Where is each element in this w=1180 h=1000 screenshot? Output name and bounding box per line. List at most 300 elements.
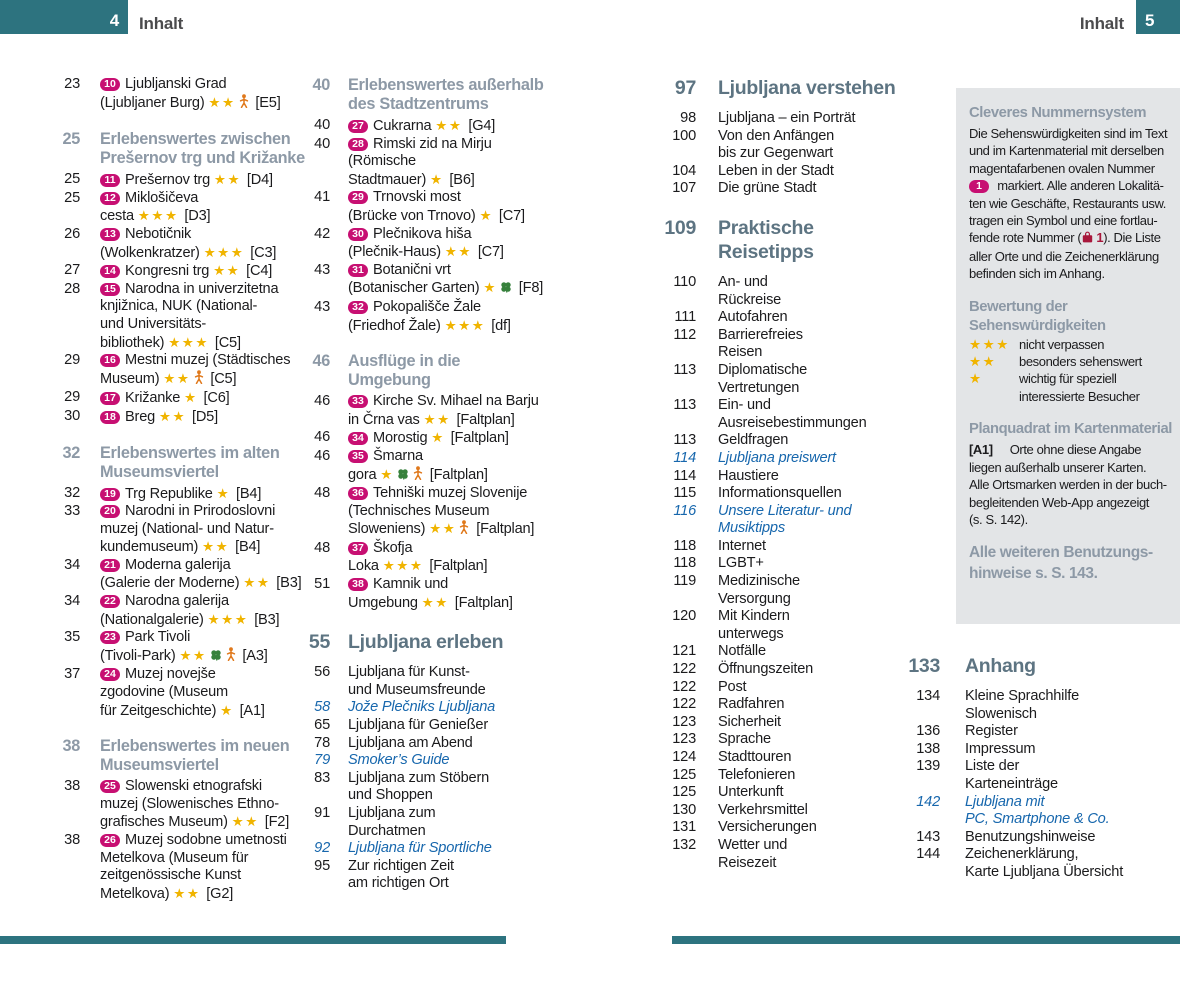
text: ). Die Liste bbox=[1103, 230, 1161, 246]
entry-text bbox=[100, 485, 261, 504]
text: [A3] bbox=[238, 647, 268, 664]
toc-entry bbox=[650, 731, 902, 749]
entry-text bbox=[718, 309, 787, 327]
header-title-left: Inhalt bbox=[139, 14, 184, 33]
toc-entry bbox=[286, 752, 588, 770]
toc-entry bbox=[40, 389, 292, 408]
page-number: 118 bbox=[673, 537, 696, 554]
toc-entry bbox=[650, 468, 902, 486]
text-line: Erlebenswertes zwischen bbox=[100, 130, 291, 149]
entry-text bbox=[348, 226, 504, 262]
text: (Wolkenkratzer) bbox=[100, 244, 204, 261]
text: [C5] bbox=[206, 370, 237, 387]
text-line: Umgebung bbox=[348, 371, 431, 390]
entry-text bbox=[718, 468, 779, 486]
text-line bbox=[969, 142, 1167, 159]
entry-text bbox=[348, 752, 449, 770]
entry-text bbox=[100, 130, 305, 168]
text-line bbox=[718, 555, 764, 573]
text-line bbox=[348, 117, 495, 136]
page-number: 121 bbox=[672, 643, 696, 660]
page-number: 115 bbox=[673, 485, 696, 502]
star-rating: ★★★ bbox=[969, 336, 1010, 352]
page-number: 124 bbox=[672, 749, 696, 765]
text: (Nationalgalerie) bbox=[100, 611, 208, 628]
text: Musiktipps bbox=[718, 520, 785, 537]
toc-entry bbox=[40, 281, 292, 352]
sight-number-badge: 12 bbox=[100, 192, 120, 205]
text: Reisen bbox=[718, 344, 763, 361]
entry-text bbox=[348, 717, 488, 735]
entry-text bbox=[718, 555, 764, 573]
page-number: 43 bbox=[314, 298, 330, 315]
entry-text bbox=[348, 664, 486, 699]
page-number: 29 bbox=[64, 352, 80, 369]
star-rating: ★★ bbox=[163, 370, 191, 386]
sight-number-badge: 28 bbox=[348, 138, 368, 151]
entry-text bbox=[100, 444, 280, 482]
text-line bbox=[348, 429, 509, 448]
toc-entry bbox=[650, 180, 902, 198]
entry-text bbox=[965, 654, 1036, 678]
text: Leben in der Stadt bbox=[718, 162, 834, 179]
text-line bbox=[348, 317, 511, 336]
text: Informationsquellen bbox=[718, 485, 842, 502]
page-number: 92 bbox=[314, 840, 330, 857]
entry-text bbox=[718, 503, 851, 538]
text-line bbox=[348, 262, 543, 280]
text: Ljubljana am Abend bbox=[348, 734, 473, 751]
page-number: 40 bbox=[312, 76, 330, 94]
text: (Ljubljaner Burg) bbox=[100, 94, 209, 111]
text: [B4] bbox=[231, 539, 261, 556]
text: Ljubljana für Sportliche bbox=[348, 840, 492, 857]
page-number: 125 bbox=[672, 784, 696, 801]
text: Reisezeit bbox=[718, 854, 777, 871]
page-number: 112 bbox=[673, 326, 696, 343]
text: befinden sich im Anhang. bbox=[969, 266, 1105, 282]
text: Cukrarna bbox=[373, 118, 436, 134]
toc-entry bbox=[40, 408, 292, 427]
text-line bbox=[348, 752, 449, 770]
poi-number: 1 bbox=[1096, 230, 1104, 246]
sight-number-badge: 15 bbox=[100, 283, 120, 296]
sight-number-badge: 16 bbox=[100, 354, 120, 367]
toc-entry bbox=[650, 450, 902, 468]
entry-text bbox=[718, 608, 790, 643]
toc-entry bbox=[888, 846, 1180, 881]
toc-entry bbox=[650, 643, 902, 661]
text: Ausreisebestimmungen bbox=[718, 414, 867, 431]
text: am richtigen Ort bbox=[348, 875, 449, 892]
text: Morostig bbox=[373, 430, 432, 447]
toc-column-4 bbox=[888, 654, 1180, 882]
shopping-bag-icon bbox=[1082, 230, 1093, 247]
text-line bbox=[718, 309, 787, 327]
text: Unterkunft bbox=[718, 784, 784, 801]
sight-number-badge: 13 bbox=[100, 228, 120, 241]
info-box-heading bbox=[969, 104, 1167, 123]
text-line bbox=[718, 145, 834, 163]
toc-entry bbox=[286, 393, 588, 429]
entry-text bbox=[718, 163, 834, 181]
entry-text bbox=[100, 226, 276, 262]
text: Die grüne Stadt bbox=[718, 180, 817, 197]
text-line bbox=[100, 298, 278, 316]
text: Metelkova) bbox=[100, 885, 174, 902]
text: Slowenisch bbox=[965, 705, 1037, 722]
text: Trg Republike bbox=[125, 485, 217, 502]
text: kundemuseum) bbox=[100, 539, 203, 556]
text: Kongresni trg bbox=[125, 263, 214, 280]
toc-entry bbox=[650, 362, 902, 397]
sight-number-badge: 22 bbox=[100, 595, 120, 608]
text: liegen außerhalb unserer Karten. bbox=[969, 459, 1147, 475]
text: Zur richtigen Zeit bbox=[348, 857, 454, 874]
toc-section-heading bbox=[286, 352, 588, 390]
rating-legend-row bbox=[969, 336, 1167, 353]
text: Kleine Sprachhilfe bbox=[965, 688, 1080, 704]
text-line bbox=[348, 858, 454, 876]
text-line bbox=[718, 292, 781, 310]
toc-entry bbox=[286, 117, 588, 136]
text: Miklošičeva bbox=[125, 189, 199, 206]
text-line: Ljubljana verstehen bbox=[718, 77, 896, 99]
text: grafisches Museum) bbox=[100, 814, 232, 831]
page-number: 114 bbox=[673, 449, 696, 466]
text: [D3] bbox=[180, 208, 211, 225]
text: Post bbox=[718, 678, 747, 695]
entry-text bbox=[348, 576, 513, 612]
text: bibliothek) bbox=[100, 334, 169, 351]
text: [E5] bbox=[251, 94, 281, 111]
entry-text bbox=[718, 643, 766, 661]
text: Benutzungshinweise bbox=[965, 828, 1096, 845]
text-line bbox=[718, 432, 788, 450]
toc-entry bbox=[650, 679, 902, 697]
text-line: Ljubljana erleben bbox=[348, 631, 504, 654]
page-number: 46 bbox=[314, 429, 330, 446]
text-line bbox=[965, 846, 1123, 864]
page-number: 133 bbox=[908, 655, 940, 677]
entry-text bbox=[348, 840, 492, 858]
page-number: 38 bbox=[64, 778, 80, 795]
text: Rückreise bbox=[718, 291, 782, 308]
text-line: Prešernov trg und Križanke bbox=[100, 149, 305, 168]
toc-entry bbox=[888, 688, 1180, 723]
text-line bbox=[965, 723, 1018, 741]
star-rating: ★★ bbox=[213, 263, 241, 279]
text: Haustiere bbox=[718, 467, 779, 484]
entry-text bbox=[100, 389, 229, 408]
text: Karte Ljubljana Übersicht bbox=[965, 863, 1124, 880]
sight-number-badge: 35 bbox=[348, 450, 368, 463]
entry-text bbox=[718, 573, 800, 608]
sight-number-badge: 36 bbox=[348, 487, 368, 500]
text: fende rote Nummer ( bbox=[969, 230, 1082, 246]
text-line bbox=[348, 466, 488, 486]
star-rating: ★★★ bbox=[168, 334, 209, 350]
toc-entry bbox=[40, 485, 292, 504]
text: cesta bbox=[100, 208, 138, 225]
text: [Faltplan] bbox=[472, 521, 535, 538]
text-line: Planquadrat im Kartenmaterial bbox=[969, 421, 1173, 438]
page-number-tab-right bbox=[1136, 0, 1180, 34]
entry-text bbox=[718, 784, 783, 802]
header-title-right: Inhalt bbox=[1079, 14, 1124, 33]
text: Geldfragen bbox=[718, 432, 789, 449]
text: Breg bbox=[125, 408, 159, 425]
text-line bbox=[100, 408, 218, 427]
text: Impressum bbox=[965, 740, 1036, 757]
text: [Faltplan] bbox=[446, 430, 509, 447]
toc-entry bbox=[40, 262, 292, 281]
star-rating: ★★★ bbox=[137, 208, 179, 224]
text: [D4] bbox=[243, 172, 273, 189]
page-number: 41 bbox=[314, 189, 330, 206]
entry-text bbox=[718, 802, 808, 820]
star-rating: ★★ bbox=[444, 244, 472, 260]
text: [C7] bbox=[495, 207, 525, 224]
text-line bbox=[969, 177, 1167, 194]
text-line bbox=[718, 679, 746, 697]
text-line bbox=[100, 370, 290, 390]
star-rating: ★ bbox=[969, 371, 983, 387]
text-line bbox=[348, 393, 539, 411]
toc-entry bbox=[650, 485, 902, 503]
text: [B4] bbox=[232, 485, 262, 502]
text-line bbox=[100, 885, 287, 904]
star-rating: ★ bbox=[380, 466, 394, 482]
star-rating: ★★ bbox=[202, 539, 230, 555]
toc-entry bbox=[650, 128, 902, 163]
text-line bbox=[969, 229, 1167, 247]
text: und Shoppen bbox=[348, 787, 433, 804]
text-line bbox=[965, 864, 1123, 882]
park-icon bbox=[500, 281, 512, 299]
text: Sicherheit bbox=[718, 713, 781, 730]
page-number: 55 bbox=[308, 631, 330, 654]
text: begleitenden Web-App angezeigt bbox=[969, 494, 1150, 510]
text-line bbox=[100, 281, 278, 299]
star-rating: ★★ bbox=[243, 575, 271, 591]
toc-section-heading bbox=[40, 444, 292, 482]
text-line bbox=[348, 557, 487, 576]
toc-entry bbox=[40, 666, 292, 720]
entry-text bbox=[965, 794, 1109, 829]
entry-text bbox=[718, 767, 795, 785]
page-number: 27 bbox=[64, 262, 80, 279]
text-line bbox=[718, 855, 787, 873]
entry-text bbox=[718, 327, 803, 362]
page-number: 143 bbox=[916, 828, 940, 845]
text-line bbox=[348, 735, 473, 753]
text-line: Museumsviertel bbox=[100, 756, 219, 775]
text-line bbox=[718, 573, 800, 591]
text: Wetter und bbox=[718, 836, 788, 853]
page-number: 107 bbox=[672, 180, 696, 197]
text-line bbox=[969, 476, 1167, 493]
entry-text bbox=[348, 299, 511, 335]
text: Zeichenerklärung, bbox=[965, 846, 1079, 863]
footer-rule-right bbox=[672, 936, 1180, 944]
entry-text bbox=[100, 737, 289, 775]
text-line bbox=[100, 867, 287, 885]
info-box-heading bbox=[969, 420, 1173, 439]
toc-section-heading bbox=[40, 130, 305, 168]
star-rating: ★★ bbox=[423, 411, 451, 427]
toc-entry bbox=[286, 735, 588, 753]
text-line bbox=[348, 699, 495, 717]
entry-text bbox=[965, 829, 1095, 847]
page-number: 113 bbox=[673, 432, 696, 449]
page-number: 131 bbox=[672, 819, 696, 836]
text: [G2] bbox=[202, 885, 234, 902]
text: Prešernov trg bbox=[125, 172, 214, 189]
text-line bbox=[348, 875, 454, 893]
page-number: 142 bbox=[916, 793, 940, 810]
text: Kamnik und bbox=[373, 576, 449, 593]
text: (Botanischer Garten) bbox=[348, 280, 484, 297]
text-line: Erlebenswertes im neuen bbox=[100, 737, 290, 756]
page-number-tab-left bbox=[0, 0, 128, 34]
text-line bbox=[348, 299, 511, 317]
text-line bbox=[969, 195, 1167, 212]
text-line bbox=[718, 450, 836, 468]
toc-entry bbox=[650, 432, 902, 450]
text: Versorgung bbox=[718, 590, 791, 607]
toc-entry bbox=[888, 758, 1180, 793]
text-line bbox=[718, 344, 803, 362]
text-line bbox=[100, 352, 290, 370]
entry-text bbox=[718, 450, 836, 468]
text-line bbox=[348, 171, 492, 190]
page-number: 122 bbox=[672, 661, 696, 678]
text-line bbox=[965, 688, 1079, 706]
text: Register bbox=[965, 723, 1018, 740]
text-line bbox=[100, 503, 275, 521]
toc-entry bbox=[286, 717, 588, 735]
text: Stadtmauer) bbox=[348, 171, 430, 188]
text: magentafarbenen ovalen Nummer bbox=[969, 160, 1155, 176]
text: [C6] bbox=[199, 390, 230, 407]
text: (Brücke von Trnovo) bbox=[348, 207, 480, 224]
page-number: 114 bbox=[673, 467, 696, 484]
text-line bbox=[348, 136, 492, 154]
page-number: 113 bbox=[673, 361, 696, 378]
sight-number-badge: 19 bbox=[100, 488, 120, 501]
text: Ljubljana preiswert bbox=[718, 449, 836, 466]
entry-text bbox=[348, 735, 473, 753]
page-number: 38 bbox=[64, 832, 80, 848]
entry-text bbox=[965, 758, 1058, 793]
text-line bbox=[100, 611, 279, 630]
text: tragen ein Symbol und eine fortlau- bbox=[969, 213, 1158, 229]
page-number: 123 bbox=[672, 731, 696, 748]
toc-entry bbox=[286, 840, 588, 858]
text: Jože Plečniks Ljubljana bbox=[348, 699, 496, 716]
sight-number-badge: 17 bbox=[100, 392, 120, 405]
toc-entry bbox=[286, 664, 588, 699]
page-number: 46 bbox=[312, 352, 330, 371]
text: PC, Smartphone & Co. bbox=[965, 811, 1110, 828]
sight-number-badge: 24 bbox=[100, 668, 120, 681]
page-number: 46 bbox=[314, 393, 330, 410]
text-line bbox=[718, 468, 779, 486]
text: (Galerie der Moderne) bbox=[100, 575, 244, 592]
entry-text bbox=[718, 274, 781, 309]
toc-entry bbox=[650, 714, 902, 732]
text-line bbox=[718, 110, 855, 128]
text: [Faltplan] bbox=[425, 558, 488, 575]
text-line bbox=[348, 448, 488, 466]
text-line bbox=[100, 244, 276, 263]
text-line bbox=[718, 274, 781, 292]
entry-text bbox=[348, 76, 544, 114]
toc-entry bbox=[286, 189, 588, 225]
page-number: 104 bbox=[672, 162, 696, 179]
page-number: 120 bbox=[672, 608, 696, 625]
text: (Tivoli-Park) bbox=[100, 647, 180, 664]
toc-entry bbox=[40, 352, 292, 389]
page-number: 33 bbox=[64, 503, 80, 520]
text: (Römische bbox=[348, 153, 416, 170]
toc-entry bbox=[286, 136, 588, 190]
text: [B3] bbox=[250, 611, 280, 628]
page-number: 123 bbox=[672, 713, 696, 730]
text-line bbox=[718, 661, 813, 679]
toc-entry bbox=[650, 784, 902, 802]
info-box-paragraph bbox=[969, 441, 1167, 528]
grid-square-label: [A1] bbox=[969, 442, 993, 458]
sight-number-badge: 18 bbox=[100, 411, 120, 424]
entry-text bbox=[718, 397, 867, 432]
page-number: 40 bbox=[314, 135, 330, 152]
person-icon bbox=[239, 94, 249, 114]
text-line bbox=[718, 591, 800, 609]
text-line: interessierte Besucher bbox=[1019, 388, 1140, 404]
text: An- und bbox=[718, 273, 768, 290]
toc-entry bbox=[40, 503, 292, 557]
text: Telefonieren bbox=[718, 766, 796, 783]
star-rating: ★ bbox=[429, 171, 444, 187]
entry-text bbox=[100, 832, 287, 903]
text: Mestni muzej (Städtisches bbox=[125, 352, 291, 369]
text: Sloweniens) bbox=[348, 521, 430, 538]
person-icon bbox=[226, 647, 236, 667]
entry-text bbox=[718, 679, 746, 697]
entry-text bbox=[348, 770, 489, 805]
usage-info-box bbox=[956, 88, 1180, 624]
text-line bbox=[718, 163, 834, 181]
info-box-note bbox=[969, 543, 1167, 584]
page-number: 78 bbox=[314, 734, 330, 751]
text: Ljubljanski Grad bbox=[125, 76, 227, 92]
text: [A1] bbox=[235, 702, 265, 719]
text: muzej (National- und Natur- bbox=[100, 520, 274, 537]
toc-entry bbox=[650, 163, 902, 181]
text-line bbox=[100, 538, 275, 557]
text-line: Cleveres Nummernsystem bbox=[969, 105, 1147, 121]
text-line bbox=[348, 682, 486, 700]
page-number: 58 bbox=[314, 699, 330, 716]
text: (Friedhof Žale) bbox=[348, 317, 445, 334]
text-line bbox=[348, 664, 486, 682]
star-rating: ★★★ bbox=[444, 317, 486, 333]
toc-entry bbox=[888, 794, 1180, 829]
entry-text bbox=[348, 352, 460, 390]
text: Versicherungen bbox=[718, 819, 817, 836]
